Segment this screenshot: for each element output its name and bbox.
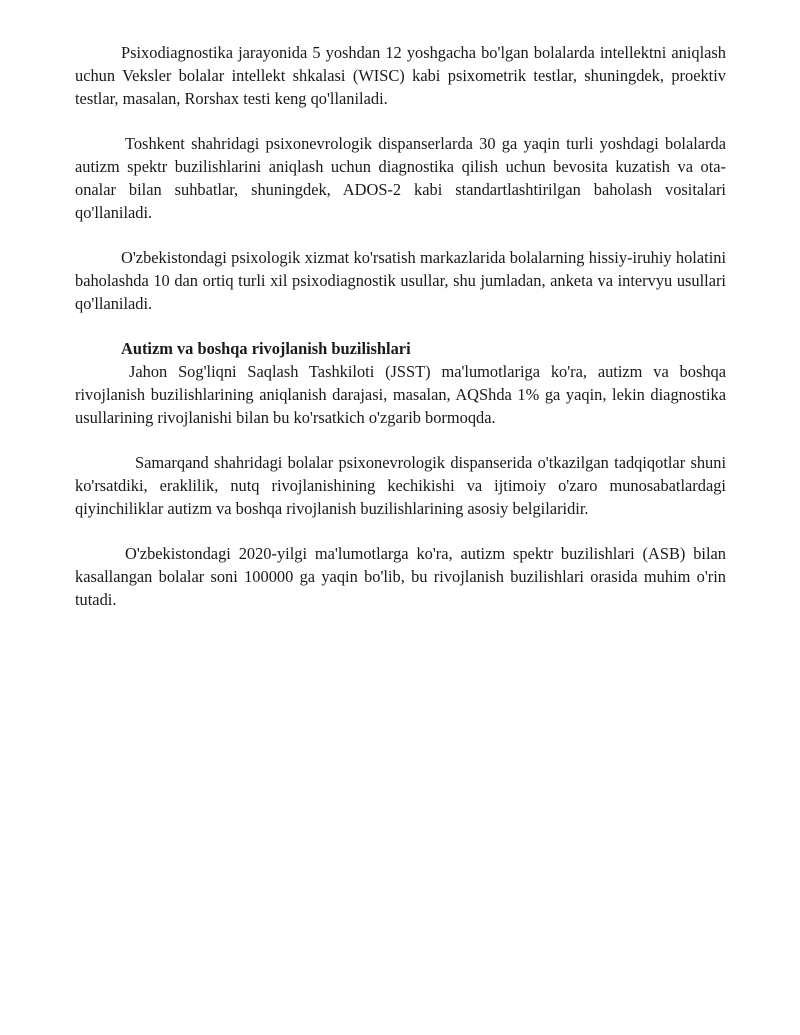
paragraph-2020-data: O'zbekistondagi 2020-yilgi ma'lumotlarga ko'ra, autizm spektr buzilishlari (ASB) bilan kasallangan bolalar soni 100000 ga yaqin bo'lib, bu rivojlanish buzilishlari orasida muhim o'rin tutadi. — [75, 544, 726, 609]
paragraph-tashkent: Toshkent shahridagi psixonevrologik dispanserlarda 30 ga yaqin turli yoshdagi bolalarda autizm spektr buzilishlarini aniqlash uchun diagnostika qilish uchun bevosita kuzatish va ota-onalar bilan suhbatlar, shuningdek, ADOS-2 kabi standartlashtirilgan baholash vositalari qo'llaniladi. — [75, 134, 726, 222]
paragraph-samarkand: Samarqand shahridagi bolalar psixonevrologik dispanserida o'tkazilgan tadqiqotlar shuni ko'rsatdiki, eraklilik, nutq rivojlanishining kechikishi va ijtimoiy o'zaro munosabatlardagi qiyinchiliklar autizm va boshqa rivojlanish buzilishlarining asosiy belgilaridir. — [75, 453, 726, 518]
paragraph-uzbekistan-centers: O'zbekistondagi psixologik xizmat ko'rsatish markazlarida bolalarning hissiy-iruhiy holatini baholashda 10 dan ortiq turli xil psixodiagnostik usullar, shu jumladan, anketa va intervyu usullari qo'llaniladi. — [75, 248, 726, 313]
document-page — [75, 41, 726, 633]
section-heading: Autizm va boshqa rivojlanish buzilishlari — [121, 339, 411, 358]
paragraph-who: Jahon Sog'liqni Saqlash Tashkiloti (JSST) ma'lumotlariga ko'ra, autizm va boshqa rivojlanish buzilishlarining aniqlanish darajasi, masalan, AQShda 1% ga yaqin, lekin diagnostika usullarining rivojlanishi bilan bu ko'rsatkich o'zgarib bormoqda. — [75, 362, 726, 427]
paragraph-wisc: Psixodiagnostika jarayonida 5 yoshdan 12 yoshgacha bo'lgan bolalarda intellektni aniqlash uchun Veksler bolalar intellekt shkalasi (WISC) kabi psixometrik testlar, shuningdek, proektiv testlar, masalan, Rorshax testi keng qo'llaniladi. — [75, 43, 726, 108]
